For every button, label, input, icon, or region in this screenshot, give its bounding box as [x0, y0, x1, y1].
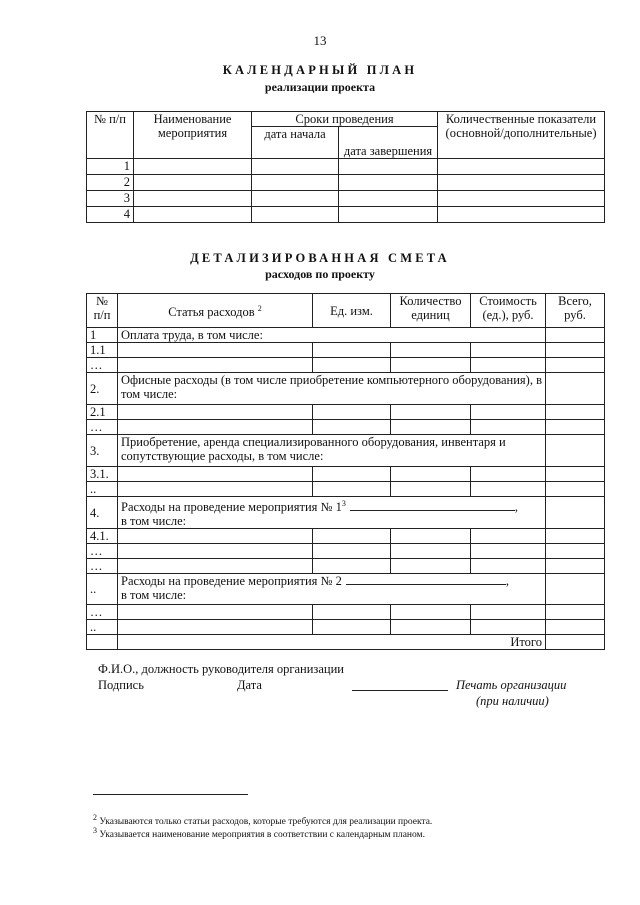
- estimate-header-num: № п/п: [87, 294, 118, 328]
- estimate-row: [87, 358, 605, 373]
- estimate-cell: [471, 544, 546, 559]
- estimate-row: [87, 620, 605, 635]
- total-value: [546, 635, 605, 650]
- estimate-row: [87, 574, 605, 605]
- plan-row-num: 2: [87, 175, 134, 191]
- calendar-plan-table: [86, 111, 605, 223]
- estimate-cell: [118, 620, 313, 635]
- estimate-row-num: 2.1: [87, 405, 118, 420]
- fill-in-line: [346, 584, 506, 585]
- signature-sign-label: Подпись: [98, 678, 144, 692]
- plan-cell: [252, 207, 339, 223]
- estimate-cell: [546, 358, 605, 373]
- plan-cell: [339, 207, 438, 223]
- estimate-section-title: Офисные расходы (в том числе приобретение компьютерного оборудования), в том числе:: [118, 373, 546, 405]
- estimate-row: [87, 405, 605, 420]
- estimate-section-title: Приобретение, аренда специализированного оборудования, инвентаря и сопутствующие расходы, в том числе:: [118, 435, 546, 467]
- plan-header-indicators: Количественные показатели (основной/дополнительные): [438, 112, 605, 159]
- estimate-cell: [546, 529, 605, 544]
- estimate-cell: [471, 605, 546, 620]
- signature-date-label: Дата: [237, 678, 262, 692]
- plan-header-date-end: дата завершения: [339, 127, 438, 159]
- estimate-cell: [471, 620, 546, 635]
- estimate-section-title: Расходы на проведение мероприятия № $1^3$ , в том числе:: [118, 497, 546, 529]
- estimate-cell: [546, 482, 605, 497]
- estimate-row-num: 1: [87, 328, 118, 343]
- estimate-title: ДЕТАЛИЗИРОВАННАЯ СМЕТА: [190, 251, 450, 265]
- estimate-cell: [391, 605, 471, 620]
- estimate-cell: [118, 343, 313, 358]
- stamp-note: (при наличии): [476, 694, 549, 708]
- plan-cell: [252, 175, 339, 191]
- estimate-cell: [546, 544, 605, 559]
- estimate-cell: [391, 482, 471, 497]
- estimate-subtitle: расходов по проекту: [265, 267, 375, 281]
- estimate-cell: [118, 605, 313, 620]
- plan-subtitle: реализации проекта: [264, 80, 376, 94]
- estimate-cell: [313, 529, 391, 544]
- estimate-cell: [471, 467, 546, 482]
- estimate-row: [87, 497, 605, 529]
- estimate-cell: [546, 467, 605, 482]
- estimate-cell: [471, 482, 546, 497]
- estimate-cell: [118, 529, 313, 544]
- estimate-cell: [313, 559, 391, 574]
- estimate-cell: [471, 529, 546, 544]
- signature-title: Ф.И.О., должность руководителя организации: [98, 662, 344, 676]
- estimate-section-title: Расходы на проведение мероприятия № 2 , в том числе:: [118, 574, 546, 605]
- estimate-cell: [391, 420, 471, 435]
- estimate-cell: [546, 405, 605, 420]
- estimate-cell: [546, 559, 605, 574]
- estimate-row-num: ..: [87, 620, 118, 635]
- estimate-cell: [546, 620, 605, 635]
- plan-cell: [339, 159, 438, 175]
- page-number: 13: [313, 33, 327, 48]
- estimate-row: [87, 373, 605, 405]
- total-row-num: [87, 635, 118, 650]
- total-label: Итого: [118, 635, 546, 650]
- plan-header-num: № п/п: [87, 112, 134, 159]
- plan-title: КАЛЕНДАРНЫЙ ПЛАН: [222, 63, 418, 77]
- estimate-cell: [313, 544, 391, 559]
- plan-cell: [339, 191, 438, 207]
- estimate-cell: [471, 358, 546, 373]
- plan-header-dates: Сроки проведения: [252, 112, 438, 127]
- estimate-cell: [118, 544, 313, 559]
- estimate-row: [87, 559, 605, 574]
- estimate-header-item: Статья расходов $^2$: [118, 294, 313, 328]
- estimate-cell: [313, 467, 391, 482]
- plan-cell: [438, 207, 605, 223]
- plan-cell: [438, 159, 605, 175]
- estimate-cell: [471, 559, 546, 574]
- plan-cell: [438, 191, 605, 207]
- estimate-row: [87, 328, 605, 343]
- plan-row-num: 3: [87, 191, 134, 207]
- estimate-cell: [471, 405, 546, 420]
- estimate-row-num: …: [87, 544, 118, 559]
- estimate-cell: [118, 405, 313, 420]
- estimate-row-num: 3.: [87, 435, 118, 467]
- plan-header-name: Наименование мероприятия: [134, 112, 252, 159]
- estimate-cell: [313, 420, 391, 435]
- estimate-cell: [313, 482, 391, 497]
- estimate-row-num: 2.: [87, 373, 118, 405]
- estimate-row: [87, 482, 605, 497]
- estimate-cell: [313, 605, 391, 620]
- plan-cell: [134, 207, 252, 223]
- plan-cell: [134, 159, 252, 175]
- estimate-cell: [471, 420, 546, 435]
- plan-cell: [252, 191, 339, 207]
- estimate-cell: [546, 574, 605, 605]
- estimate-cell: [118, 420, 313, 435]
- plan-row-num: 1: [87, 159, 134, 175]
- estimate-cell: [391, 529, 471, 544]
- estimate-cell: [391, 559, 471, 574]
- estimate-row-num: 1.1: [87, 343, 118, 358]
- estimate-row: [87, 529, 605, 544]
- estimate-cell: [391, 544, 471, 559]
- signature-line: [352, 690, 448, 691]
- estimate-header-qty: Количество единиц: [391, 294, 471, 328]
- fill-in-line: [350, 510, 515, 511]
- estimate-section-title: Оплата труда, в том числе:: [118, 328, 546, 343]
- estimate-cell: [546, 328, 605, 343]
- estimate-cell: [546, 373, 605, 405]
- estimate-cell: [118, 467, 313, 482]
- estimate-row: [87, 435, 605, 467]
- estimate-row-num: 4.: [87, 497, 118, 529]
- plan-cell: [134, 191, 252, 207]
- plan-row: [87, 207, 605, 223]
- estimate-cell: [546, 497, 605, 529]
- estimate-header-unit: Ед. изм.: [313, 294, 391, 328]
- plan-cell: [438, 175, 605, 191]
- estimate-row-num: …: [87, 605, 118, 620]
- estimate-cell: [391, 620, 471, 635]
- plan-row-num: 4: [87, 207, 134, 223]
- estimate-cell: [313, 620, 391, 635]
- plan-cell: [134, 175, 252, 191]
- stamp-label: Печать организации: [456, 678, 567, 692]
- estimate-table: [86, 293, 605, 650]
- estimate-cell: [546, 343, 605, 358]
- estimate-cell: [313, 358, 391, 373]
- estimate-row-num: ..: [87, 482, 118, 497]
- estimate-row-num: ..: [87, 574, 118, 605]
- plan-row: [87, 191, 605, 207]
- estimate-cell: [471, 343, 546, 358]
- estimate-row-num: …: [87, 420, 118, 435]
- estimate-cell: [118, 482, 313, 497]
- estimate-row: [87, 605, 605, 620]
- estimate-cell: [391, 405, 471, 420]
- estimate-cell: [391, 358, 471, 373]
- estimate-cell: [546, 605, 605, 620]
- estimate-cell: [313, 343, 391, 358]
- estimate-row-num: …: [87, 358, 118, 373]
- footnote-2: $^2$ Указываются только статьи расходов, которые требуются для реализации проекта.: [93, 813, 433, 828]
- estimate-row: [87, 467, 605, 482]
- plan-row: [87, 175, 605, 191]
- estimate-cell: [391, 343, 471, 358]
- estimate-row: [87, 544, 605, 559]
- estimate-cell: [546, 420, 605, 435]
- estimate-header-cost: Стоимость (ед.), руб.: [471, 294, 546, 328]
- footnote-3: $^3$ Указывается наименование мероприятия в соответствии с календарным планом.: [93, 826, 425, 841]
- estimate-header-total: Всего, руб.: [546, 294, 605, 328]
- footnote-rule: [93, 794, 248, 795]
- estimate-row: [87, 420, 605, 435]
- estimate-cell: [313, 405, 391, 420]
- plan-cell: [339, 175, 438, 191]
- estimate-cell: [118, 358, 313, 373]
- estimate-cell: [391, 467, 471, 482]
- estimate-row: [87, 343, 605, 358]
- estimate-cell: [546, 435, 605, 467]
- estimate-row-num: 3.1.: [87, 467, 118, 482]
- plan-cell: [252, 159, 339, 175]
- plan-row: [87, 159, 605, 175]
- estimate-row-num: …: [87, 559, 118, 574]
- estimate-cell: [118, 559, 313, 574]
- plan-header-date-start: дата начала: [252, 127, 339, 159]
- estimate-row-num: 4.1.: [87, 529, 118, 544]
